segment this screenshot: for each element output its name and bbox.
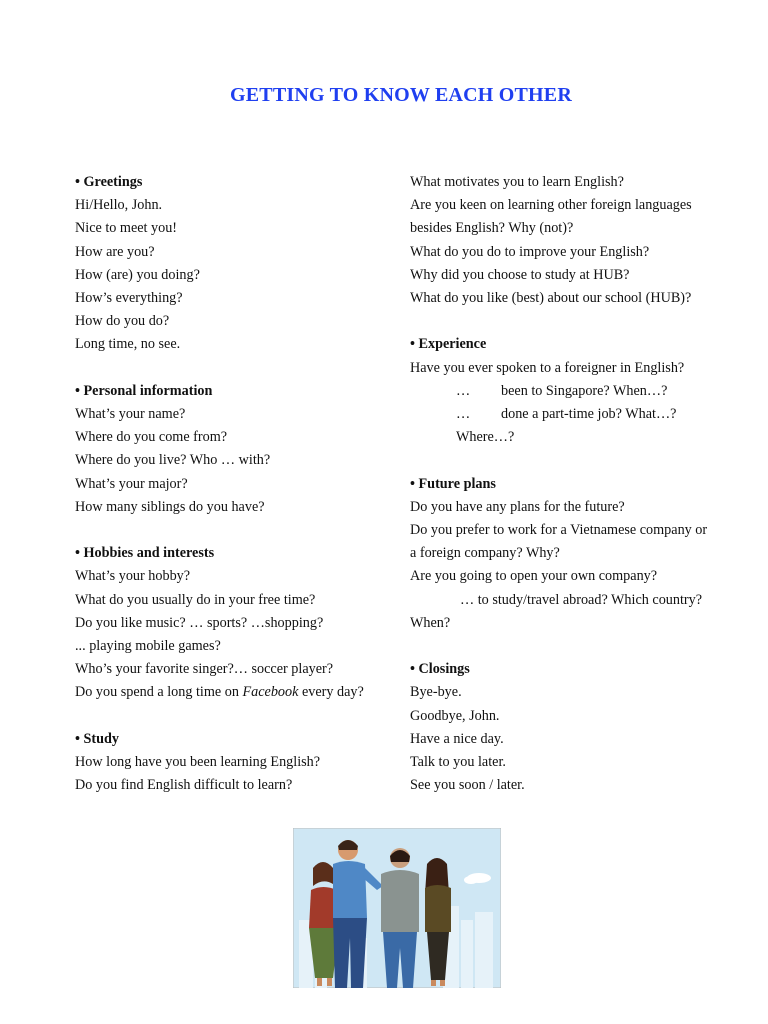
greeting-line: How do you do? xyxy=(75,313,170,330)
closing-line: Talk to you later. xyxy=(410,754,506,771)
experience-line: Have you ever spoken to a foreigner in English? xyxy=(410,359,685,376)
closing-line: Bye-bye. xyxy=(410,684,462,701)
future-line-indented: … to study/travel abroad? Which country? xyxy=(460,591,703,608)
study-line: What do you like (best) about our school (HUB)? xyxy=(410,290,692,307)
study-line: How long have you been learning English? xyxy=(75,754,321,771)
personal-line: Where do you live? Who … with? xyxy=(75,452,271,469)
facebook-line-pre: Do you spend a long time on xyxy=(75,684,243,701)
facebook-italic: Facebook xyxy=(242,684,299,701)
study-line: What motivates you to learn English? xyxy=(410,174,624,190)
experience-sub-line xyxy=(410,380,750,403)
study-line: besides English? Why (not)? xyxy=(410,220,574,237)
personal-line: What’s your major? xyxy=(75,475,188,492)
hobbies-line: Who’s your favorite singer?… soccer player? xyxy=(75,661,334,678)
hobbies-line: Do you like music? … sports? …shopping? xyxy=(75,614,324,631)
study-line: Why did you choose to study at HUB? xyxy=(410,266,630,283)
greeting-line: Hi/Hello, John. xyxy=(75,197,163,214)
ellipsis: … xyxy=(456,382,471,399)
right-column xyxy=(410,171,750,797)
greeting-line: How’s everything? xyxy=(75,290,183,307)
experience-sub-text: done a part-time job? What…? xyxy=(501,406,677,423)
facebook-line-post: every day? xyxy=(298,684,364,701)
personal-line: What’s your name? xyxy=(75,406,186,423)
section-heading-hobbies: • Hobbies and interests xyxy=(75,545,215,562)
section-heading-experience: • Experience xyxy=(410,336,487,353)
future-line: Do you have any plans for the future? xyxy=(410,498,625,515)
greeting-line: Nice to meet you! xyxy=(75,220,178,237)
greeting-line: How are you? xyxy=(75,243,155,260)
study-line: Are you keen on learning other foreign languages xyxy=(410,197,692,214)
experience-sub-text: been to Singapore? When…? xyxy=(501,382,668,399)
section-heading-personal: • Personal information xyxy=(75,382,213,399)
greeting-line: Long time, no see. xyxy=(75,336,181,353)
experience-sub-line xyxy=(410,403,750,426)
future-line: Do you prefer to work for a Vietnamese company or xyxy=(410,522,708,539)
hobbies-line: What do you usually do in your free time? xyxy=(75,591,316,608)
closing-line: Goodbye, John. xyxy=(410,707,500,724)
hobbies-line-facebook xyxy=(75,681,395,704)
section-heading-future: • Future plans xyxy=(410,475,496,492)
future-line: When? xyxy=(410,614,451,631)
experience-where: Where…? xyxy=(456,429,515,446)
personal-line: Where do you come from? xyxy=(75,429,228,446)
people-chatting-illustration xyxy=(293,828,501,988)
greeting-line: How (are) you doing? xyxy=(75,266,200,283)
future-line: Are you going to open your own company? xyxy=(410,568,658,585)
section-heading-greetings: • Greetings xyxy=(75,174,143,190)
closing-line: See you soon / later. xyxy=(410,777,525,794)
left-column xyxy=(75,171,395,797)
closing-line: Have a nice day. xyxy=(410,730,504,747)
personal-line: How many siblings do you have? xyxy=(75,498,265,515)
study-line: Do you find English difficult to learn? xyxy=(75,777,293,794)
ellipsis: … xyxy=(456,406,471,423)
page-title: GETTING TO KNOW EACH OTHER xyxy=(230,84,572,106)
hobbies-line: What’s your hobby? xyxy=(75,568,191,585)
section-heading-closings: • Closings xyxy=(410,661,470,678)
future-line: a foreign company? Why? xyxy=(410,545,560,562)
section-heading-study: • Study xyxy=(75,730,120,747)
hobbies-line: ... playing mobile games? xyxy=(75,638,221,655)
study-line: What do you do to improve your English? xyxy=(410,243,650,260)
